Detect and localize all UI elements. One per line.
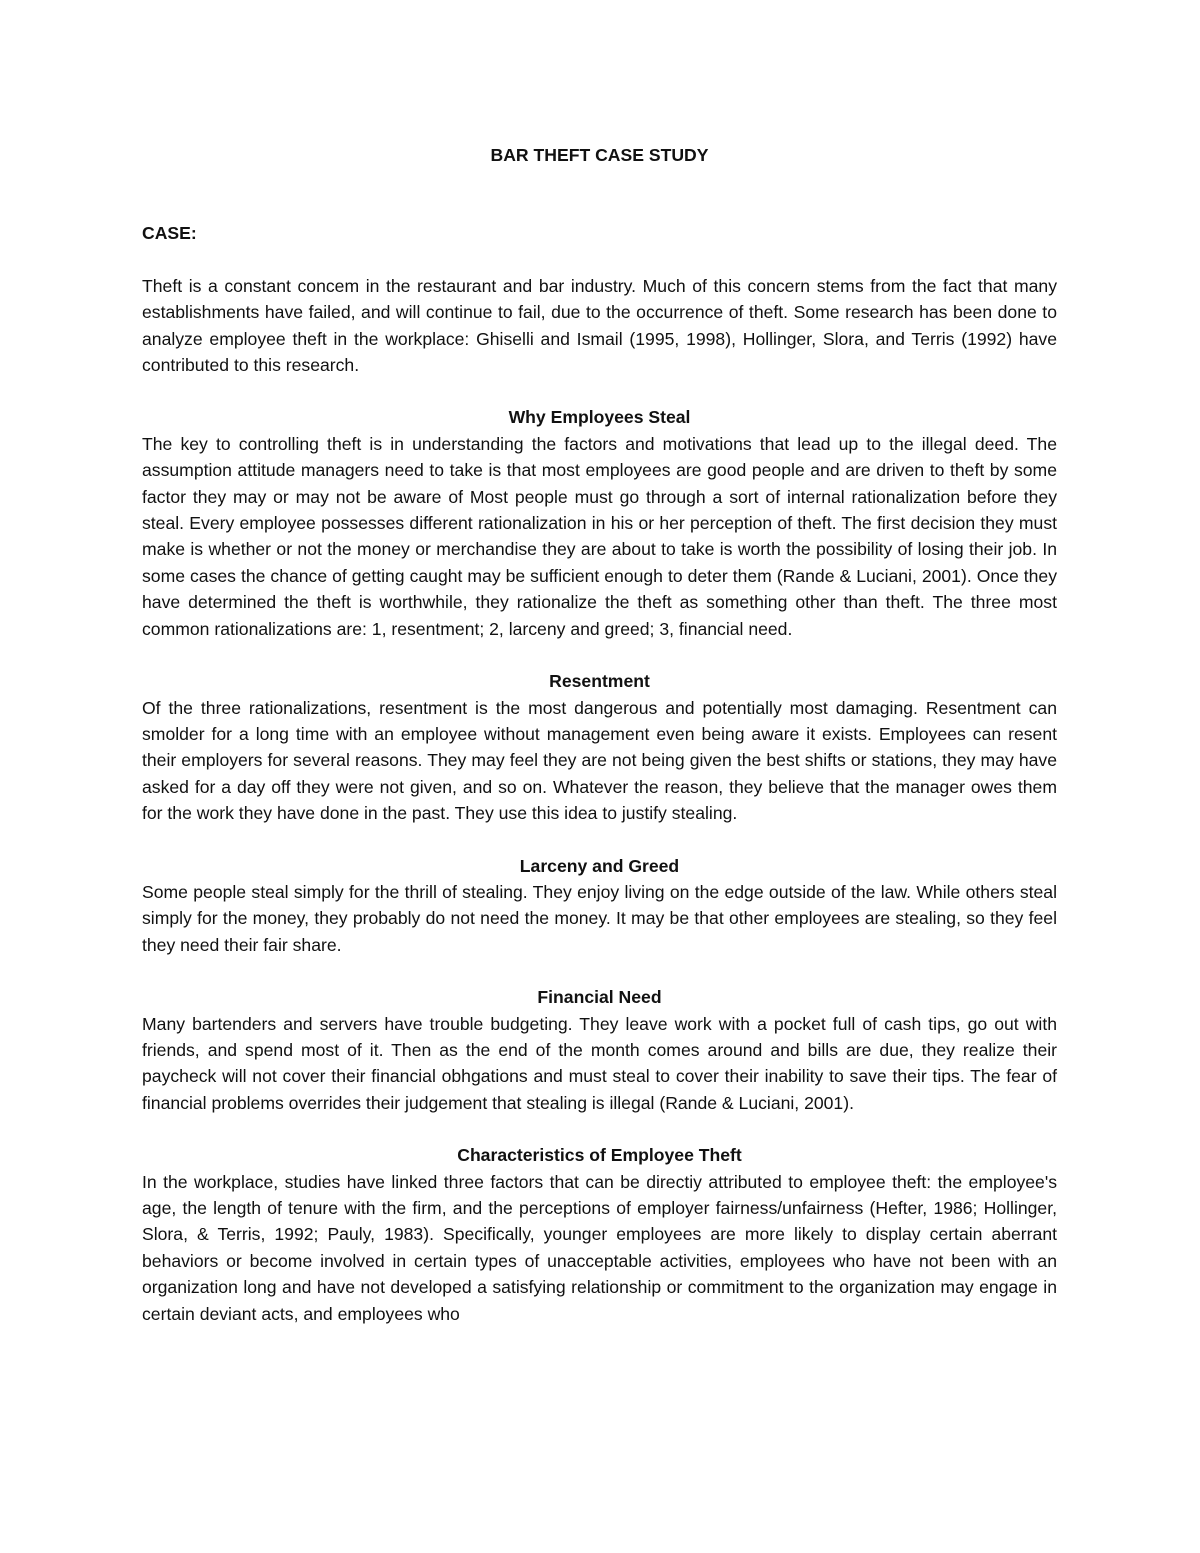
section-paragraph: Of the three rationalizations, resentment is the most dangerous and potentially most damaging. Resentment can smolder for a long time with an employee without management even being aware it exists. Employees can resent their employers for several reasons. They may feel they are not being given the best shifts or stations, they may have asked for a day off they were not given, and so on. Whatever the reason, they believe that the manager owes them for the work they have done in the past. They use this idea to justify stealing. xyxy=(142,697,1057,824)
section-paragraph: In the workplace, studies have linked three factors that can be directiy attributed to employee theft: the employee's age, the length of tenure with the firm, and the perceptions of employer fairness/unfairness (Hefter, 1986; Hollinger, Slora, & Terris, 1992; Pauly, 1983). Specifically, younger employees are more likely to display certain aberrant behaviors or become involved in certain types of unacceptable activities, employees who have not been with an organization long and have not developed a satisfying relationship or commitment to the organization may engage in certain deviant acts, and employees who xyxy=(142,1171,1057,1324)
section-larceny-and-greed xyxy=(142,853,1057,959)
document-title: BAR THEFT CASE STUDY xyxy=(490,145,709,165)
section-heading: Characteristics of Employee Theft xyxy=(457,1145,742,1166)
section-heading: Resentment xyxy=(549,671,650,692)
case-label: CASE: xyxy=(142,223,197,244)
section-resentment xyxy=(142,668,1057,826)
section-heading: Financial Need xyxy=(537,987,662,1008)
document-body xyxy=(142,142,1057,1327)
intro-paragraph: Theft is a constant concem in the restaurant and bar industry. Much of this concern stems from the fact that many establishments have failed, and will continue to fail, due to the occurrence of theft. Some research has been done to analyze employee theft in the workplace: Ghiselli and Ismail (1995, 1998), Hollinger, Slora, and Terris (1992) have contributed to this research. xyxy=(142,275,1057,376)
section-paragraph: Many bartenders and servers have trouble budgeting. They leave work with a pocket full of cash tips, go out with friends, and spend most of it. Then as the end of the month comes around and bills are due, they realize their paycheck will not cover their financial obhgations and must steal to cover their inability to save their tips. The fear of financial problems overrides their judgement that stealing is illegal (Rande & Luciani, 2001). xyxy=(142,1013,1057,1113)
section-paragraph: The key to controlling theft is in understanding the factors and motivations that lead up to the illegal deed. The assumption attitude managers need to take is that most employees are good people and are driven to theft by some factor they may or may not be aware of Most people must go through a sort of internal rationalization before they steal. Every employee possesses different rationalization in his or her perception of theft. The first decision they must make is whether or not the money or merchandise they are about to take is worth the possibility of losing their job. In some cases the chance of getting caught may be sufficient enough to deter them (Rande & Luciani, 2001). Once they have determined the theft is worthwhile, they rationalize the theft as something other than theft. The three most common rationalizations are: 1, resentment; 2, larceny and greed; 3, financial need. xyxy=(142,433,1057,639)
section-heading: Why Employees Steal xyxy=(508,407,691,428)
section-financial-need xyxy=(142,984,1057,1116)
section-characteristics-of-employee-theft xyxy=(142,1142,1057,1327)
section-paragraph: Some people steal simply for the thrill of stealing. They enjoy living on the edge outside of the law. While others steal simply for the money, they probably do not need the money. It may be that other employees are stealing, so they feel they need their fair share. xyxy=(142,881,1057,955)
section-heading: Larceny and Greed xyxy=(519,855,680,876)
section-why-employees-steal xyxy=(142,404,1057,642)
